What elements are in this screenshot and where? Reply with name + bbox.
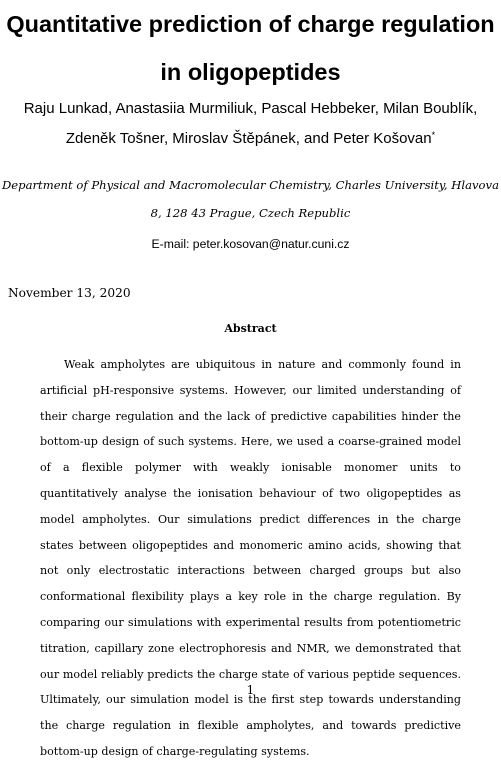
author-names: Raju Lunkad, Anastasiia Murmiliuk, Pascal Hebbeker, Milan Boublík, Zdeněk Tošner, Miroslav Štěpánek, and Peter Košovan <box>23 100 478 147</box>
affiliation: Department of Physical and Macromolecular Chemistry, Charles University, Hlavova 8, 128 43 Prague, Czech Republic <box>2 178 499 220</box>
page-number: 1 <box>246 683 255 697</box>
contact-email: E-mail: peter.kosovan@natur.cuni.cz <box>151 237 350 251</box>
abstract-text: Weak ampholytes are ubiquitous in nature and commonly found in artificial pH-responsive systems. However, our limited understanding of their charge regulation and the lack of predictive capabilities hinder the bottom-up design of such systems. Here, we used a coarse-grained model of a flexible polymer with weakly ionisable monomer units to quantitatively analyse the ionisation behaviour of two oligopeptides as model ampholytes. Our simulations predict differences in the charge states between oligopeptides and monomeric amino acids, showing that not only electrostatic interactions between charged groups but also conformational flexibility plays a key role in the charge regulation. By comparing our simulations with experimental results from potentiometric titration, capillary zone electrophoresis and NMR, we demonstrated that our model reliably predicts the charge state of various peptide sequences. Ultimately, our simulation model is the first step towards understanding the charge regulation in flexible ampholytes, and towards predictive bottom-up design of charge-regulating systems. <box>40 358 461 758</box>
author-list <box>0 94 501 154</box>
abstract-heading: Abstract <box>224 322 277 335</box>
corresponding-author-mark: * <box>431 130 436 140</box>
publication-date: November 13, 2020 <box>8 286 131 300</box>
paper-title: Quantitative prediction of charge regulation in oligopeptides <box>6 11 495 85</box>
